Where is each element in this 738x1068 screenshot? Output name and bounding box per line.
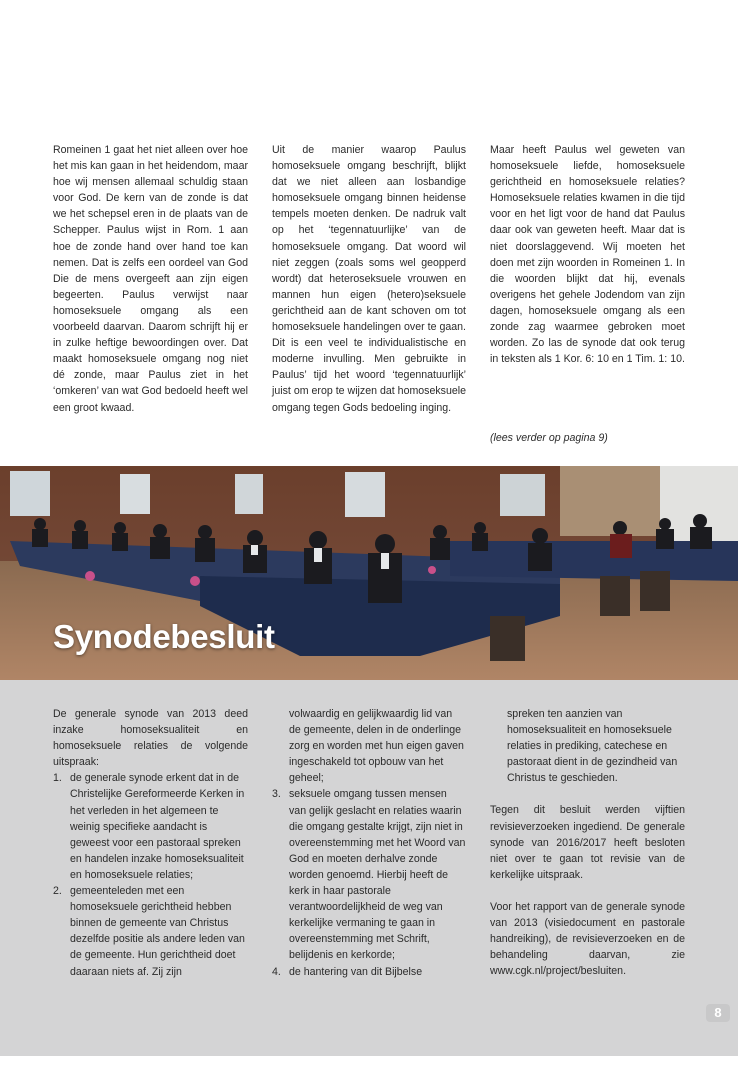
item-text: seksuele omgang tussen mensen van gelijk geslacht en relaties waarin die omgang gestalte krijgt, zijn niet in overeenstemming met het Woord van God en moeten derhalve zonde worden genoemd. Hierbij heeft de kerk in haar pastorale verantwoordelijkheid de weg van kerkelijke vermaning te gaan in overeenstemming met Schrift, belijdenis en kerkorde;: [289, 788, 466, 962]
section-title: Synodebesluit: [53, 618, 275, 655]
item-text-continued: spreken ten aanzien van homoseksualiteit en homoseksuele relaties in prediking, catechese en pastoraat dient in de gezindheid van Christus te geschieden.: [507, 708, 678, 785]
article-column-3: [490, 142, 685, 367]
decision-column-2: [272, 706, 466, 980]
article-paragraph: Romeinen 1 gaat het niet alleen over hoe het mis kan gaan in het heidendom, maar hoe wij mensen allemaal schuldig staan voor God. De kern van de zonde is dat we het schepsel eren in de plaats van de Schepper. Paulus wijst in Rom. 1 aan hoe de zonde hand over hand toe kan nemen. Dat is zelfs een oordeel van God Die de mens overgeeft aan zijn eigen begeerten. Paulus verwijst naar homoseksuele omgang als een voorbeeld daarvan. Daarom schrijft hij er in zulke heftige bewoordingen over. Dat maakt homoseksuele omgang nog niet dé zonde, maar Paulus ziet in het ‘omkeren’ van wat God bedoeld heeft wel een groot kwaad.: [53, 144, 248, 414]
decision-item: [272, 786, 466, 963]
item-number: 4.: [272, 965, 281, 978]
item-number: 3.: [272, 788, 281, 801]
read-more-note: (lees verder op pagina 9): [490, 432, 608, 444]
item-text-continued: volwaardig en gelijkwaardig lid van de gemeente, delen in de onderlinge zorg en worden met hun eigen gaven ingeschakeld tot opbouw van het geheel;: [289, 708, 464, 785]
decision-item: [53, 770, 248, 883]
page-number: 8: [706, 1004, 730, 1022]
decision-column-3: [490, 706, 685, 979]
decision-column-1: [53, 706, 248, 980]
article-column-1: [53, 142, 248, 416]
item-number: 1.: [53, 772, 62, 785]
item-number: 2.: [53, 885, 62, 898]
revision-paragraph: Tegen dit besluit werden vijftien revisieverzoeken ingediend. De generale synode van 2016/2017 heeft besloten niet over te gaan tot revisie van de kerkelijke uitspraak.: [490, 804, 685, 881]
report-paragraph: Voor het rapport van de generale synode van 2013 (visiedocument en pastorale handreiking), de revisieverzoeken en de behandeling daarvan, zie www.cgk.nl/project/besluiten.: [490, 900, 685, 978]
decision-item: [272, 964, 466, 980]
article-paragraph: Maar heeft Paulus wel geweten van homoseksuele liefde, homoseksuele gerichtheid en homoseksuele relaties? Homoseksuele relaties kwamen in die tijd voor en het ligt voor de hand dat Paulus daar ook van geweten heeft. Maar dat is niet doorslaggevend. Wij moeten het doen met zijn woorden in Romeinen 1. In die woorden blijkt dat hij, evenals overigens het gehele Jodendom van zijn dagen, homoseksuele omgang als een zonde zag waarmee gebroken moet worden. Zo las de synode dat ook terug in teksten als 1 Kor. 6: 10 en 1 Tim. 1: 10.: [490, 144, 685, 366]
item-text: de generale synode erkent dat in de Christelijke Gereformeerde Kerken in het verleden in het algemeen te weinig specifieke aandacht is geweest voor een pastoraal spreken en handelen inzake homoseksualiteit en homoseksuele relaties;: [70, 772, 245, 881]
item-text-part1: gemeenteleden met een homoseksuele gerichtheid hebben binnen de gemeente van Christus dezelfde positie als andere leden van de gemeente. Hun gerichtheid doet daaraan niets af. Zij zijn: [70, 885, 245, 978]
article-column-2: [272, 142, 466, 416]
decision-item: [53, 883, 248, 980]
item-text-part1: de hantering van dit Bijbelse: [289, 965, 423, 978]
decision-intro: De generale synode van 2013 deed inzake homoseksualiteit en homoseksuele relaties de volgende uitspraak:: [53, 708, 248, 769]
article-paragraph: Uit de manier waarop Paulus homoseksuele omgang beschrijft, blijkt dat we niet alleen aan losbandige homoseksuele omgang binnen heidense tempels moeten denken. De nadruk valt op het ‘tegennatuurlijke’ van de homoseksuele omgang. Dat woord wil niet zeggen (zoals soms wel geopperd wordt) dat heteroseksuele vrouwen en mannen hun eigen (hetero)seksuele gerichtheid aan de kant schoven om tot homoseksuele handelingen over te gaan. Dit is een veel te individualistische en moderne invulling. Men gebruikte in Paulus’ tijd het woord ‘tegennatuurlijk’ juist om erop te wijzen dat homoseksuele omgang tegen Gods bedoeling inging.: [272, 144, 466, 414]
